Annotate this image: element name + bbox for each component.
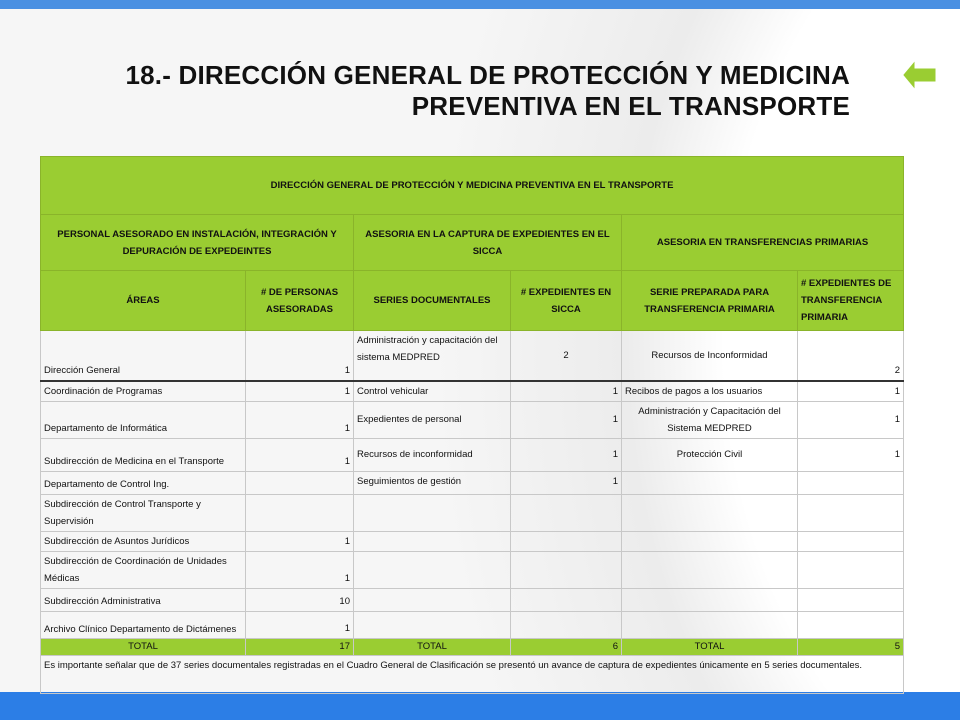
cell-personas — [246, 471, 354, 494]
cell-serie-transf: Administración y Capacitación del Sistema MEDPRED — [622, 401, 798, 438]
main-header: DIRECCIÓN GENERAL DE PROTECCIÓN Y MEDICINA PREVENTIVA EN EL TRANSPORTE — [41, 157, 904, 215]
total-personas: 17 — [246, 638, 354, 655]
cell-exp-transf: 1 — [798, 381, 904, 402]
cell-serie — [354, 494, 511, 531]
col-header-areas: ÁREAS — [41, 271, 246, 331]
cell-exp-transf — [798, 471, 904, 494]
cell-serie: Seguimientos de gestión — [354, 471, 511, 494]
cell-personas: 1 — [246, 381, 354, 402]
total-exp-sicca: 6 — [511, 638, 622, 655]
table-row — [41, 401, 904, 438]
cell-area: Departamento de Control Ing. — [41, 471, 246, 494]
cell-serie — [354, 531, 511, 551]
total-exp-transf: 5 — [798, 638, 904, 655]
cell-exp-transf — [798, 551, 904, 588]
table-row — [41, 438, 904, 471]
cell-serie-transf: Protección Civil — [622, 438, 798, 471]
cell-area: Subdirección Administrativa — [41, 588, 246, 611]
total-label: TOTAL — [622, 638, 798, 655]
cell-serie — [354, 551, 511, 588]
cell-serie-transf — [622, 611, 798, 638]
cell-serie-transf — [622, 588, 798, 611]
group-header-personal: PERSONAL ASESORADO EN INSTALACIÓN, INTEGRACIÓN Y DEPURACIÓN DE EXPEDEINTES — [41, 215, 354, 271]
cell-exp-transf: 1 — [798, 401, 904, 438]
cell-personas: 10 — [246, 588, 354, 611]
slide-title — [90, 60, 850, 122]
cell-serie — [354, 611, 511, 638]
cell-exp-sicca: 2 — [511, 331, 622, 381]
cell-personas: 1 — [246, 401, 354, 438]
cell-serie-transf: Recibos de pagos a los usuarios — [622, 381, 798, 402]
slide-title-line1: 18.- DIRECCIÓN GENERAL DE PROTECCIÓN Y MEDICINA — [125, 60, 850, 90]
table-row — [41, 381, 904, 402]
table-row — [41, 531, 904, 551]
col-header-expedientes-transferencia: # EXPEDIENTES DE TRANSFERENCIA PRIMARIA — [798, 271, 904, 331]
back-button[interactable] — [902, 60, 938, 90]
table-row — [41, 471, 904, 494]
bottom-accent-bar — [0, 692, 960, 720]
data-table — [40, 156, 904, 694]
table-row — [41, 331, 904, 381]
cell-serie-transf — [622, 531, 798, 551]
cell-area: Dirección General — [41, 331, 246, 381]
cell-exp-transf — [798, 611, 904, 638]
col-header-serie-transferencia: SERIE PREPARADA PARA TRANSFERENCIA PRIMARIA — [622, 271, 798, 331]
cell-personas: 1 — [246, 551, 354, 588]
group-header-captura: ASESORIA EN LA CAPTURA DE EXPEDIENTES EN EL SICCA — [354, 215, 622, 271]
top-accent-bar — [0, 0, 960, 9]
cell-area: Coordinación de Programas — [41, 381, 246, 402]
col-header-expedientes-sicca: # EXPEDIENTES EN SICCA — [511, 271, 622, 331]
cell-exp-sicca — [511, 588, 622, 611]
cell-area: Archivo Clínico Departamento de Dictámenes — [41, 611, 246, 638]
cell-serie-transf — [622, 494, 798, 531]
cell-exp-transf: 1 — [798, 438, 904, 471]
back-arrow-icon — [902, 60, 938, 90]
cell-serie: Control vehicular — [354, 381, 511, 402]
table-note: Es importante señalar que de 37 series documentales registradas en el Cuadro General de Clasificación se presentó un avance de captura de expedientes únicamente en 5 series documentales. — [41, 655, 904, 693]
cell-personas: 1 — [246, 331, 354, 381]
cell-exp-sicca: 1 — [511, 438, 622, 471]
cell-exp-sicca: 1 — [511, 401, 622, 438]
cell-exp-transf: 2 — [798, 331, 904, 381]
cell-personas: 1 — [246, 611, 354, 638]
cell-serie — [354, 588, 511, 611]
table-row — [41, 494, 904, 531]
cell-personas — [246, 494, 354, 531]
cell-serie-transf: Recursos de Inconformidad — [622, 331, 798, 381]
data-table-container — [40, 156, 903, 694]
cell-area: Subdirección de Asuntos Jurídicos — [41, 531, 246, 551]
cell-serie: Administración y capacitación del sistema MEDPRED — [354, 331, 511, 381]
cell-exp-sicca — [511, 494, 622, 531]
col-header-personas: # DE PERSONAS ASESORADAS — [246, 271, 354, 331]
table-row — [41, 611, 904, 638]
cell-exp-sicca — [511, 551, 622, 588]
cell-serie: Expedientes de personal — [354, 401, 511, 438]
slide-title-line2: PREVENTIVA EN EL TRANSPORTE — [411, 91, 850, 121]
cell-exp-sicca — [511, 531, 622, 551]
cell-personas: 1 — [246, 531, 354, 551]
cell-area: Subdirección de Medicina en el Transporte — [41, 438, 246, 471]
cell-area: Subdirección de Coordinación de Unidades Médicas — [41, 551, 246, 588]
cell-personas: 1 — [246, 438, 354, 471]
cell-exp-sicca: 1 — [511, 381, 622, 402]
cell-serie: Recursos de inconformidad — [354, 438, 511, 471]
totals-row — [41, 638, 904, 655]
cell-exp-transf — [798, 494, 904, 531]
cell-serie-transf — [622, 551, 798, 588]
total-label: TOTAL — [41, 638, 246, 655]
cell-exp-sicca: 1 — [511, 471, 622, 494]
cell-area: Subdirección de Control Transporte y Supervisión — [41, 494, 246, 531]
cell-serie-transf — [622, 471, 798, 494]
group-header-transferencias: ASESORIA EN TRANSFERENCIAS PRIMARIAS — [622, 215, 904, 271]
table-row — [41, 551, 904, 588]
cell-exp-transf — [798, 588, 904, 611]
cell-exp-transf — [798, 531, 904, 551]
table-row — [41, 588, 904, 611]
total-label: TOTAL — [354, 638, 511, 655]
cell-exp-sicca — [511, 611, 622, 638]
cell-area: Departamento de Informática — [41, 401, 246, 438]
col-header-series: SERIES DOCUMENTALES — [354, 271, 511, 331]
